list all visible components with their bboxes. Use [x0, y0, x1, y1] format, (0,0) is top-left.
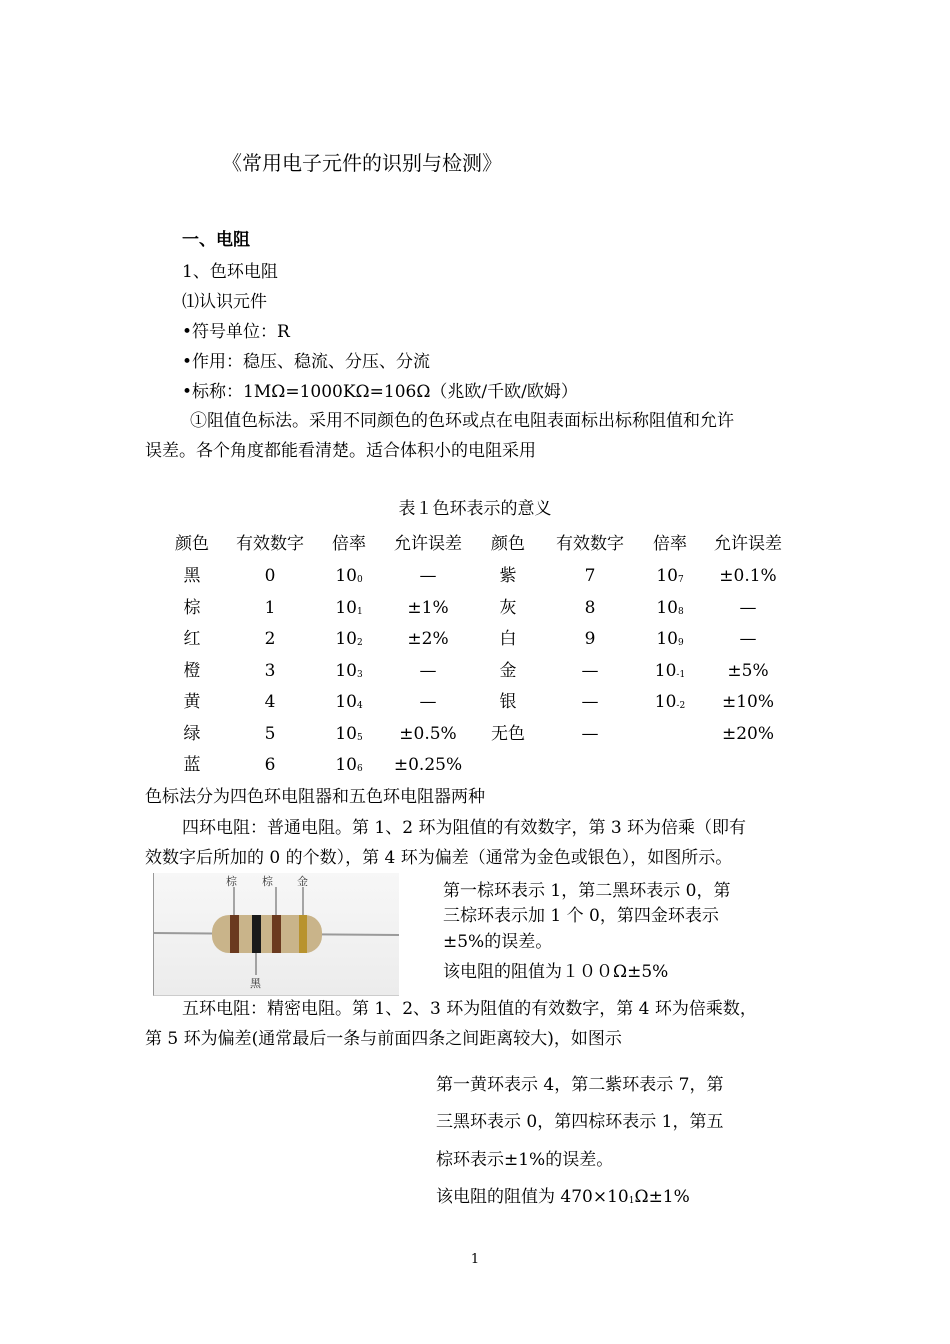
- table-cell-value: 10: [335, 660, 357, 681]
- table-cell: [740, 598, 757, 618]
- table-cell-value: 10: [335, 566, 357, 586]
- table-cell: [740, 629, 757, 649]
- subsection-color-ring: 1、色环电阻: [182, 262, 278, 282]
- table-cell-value: 9: [584, 629, 596, 649]
- table-cell-value: 银: [499, 692, 517, 712]
- table-cell-exponent: 5: [356, 732, 363, 743]
- table-cell: [265, 629, 276, 649]
- table-caption: 表１色环表示的意义: [398, 499, 552, 519]
- table-cell: [582, 661, 599, 681]
- table-cell: [184, 629, 201, 649]
- table-cell-value: 10: [656, 566, 678, 586]
- resistor-illustration: [154, 873, 399, 995]
- table-cell: [500, 692, 517, 712]
- table-cell-value: —: [419, 660, 437, 681]
- subsection-identify: ⑴认识元件: [182, 292, 267, 312]
- table-cell-value: 红: [183, 629, 201, 649]
- table-cell-value: 黄: [183, 692, 201, 712]
- page-number: 1: [470, 1252, 480, 1267]
- label-black: 黑: [250, 977, 261, 990]
- four-ring-explain-1: 第一棕环表示 1，第二黑环表示 0，第: [443, 881, 731, 901]
- table-cell-value: ±10%: [721, 692, 775, 712]
- table-cell: [727, 661, 768, 681]
- table-cell: [719, 566, 776, 586]
- table-cell: [265, 755, 276, 775]
- table-cell: [184, 724, 201, 744]
- table-cell: [265, 566, 276, 586]
- table-cell-value: 金: [499, 660, 517, 681]
- five-ring-exponent: 1: [628, 1196, 635, 1206]
- five-ring-explain-1: 第一黄环表示 4，第二紫环表示 7，第: [436, 1075, 724, 1095]
- table-cell-value: 绿: [183, 723, 201, 744]
- table-cell: [656, 566, 683, 586]
- table-cell-value: 3: [264, 660, 276, 681]
- table-cell-exponent: 6: [356, 764, 363, 774]
- table-cell: [656, 598, 683, 618]
- table-header: 允许误差: [394, 534, 462, 554]
- table-cell-value: —: [739, 597, 757, 618]
- table-cell-value: 10: [654, 660, 677, 681]
- table-cell-value: 10: [335, 629, 357, 649]
- paragraph-ring-types: 色标法分为四色环电阻器和五色环电阻器两种: [145, 787, 485, 807]
- table-cell-value: 灰: [499, 597, 517, 618]
- table-cell-value: ±5%: [727, 660, 769, 681]
- table-cell: [420, 661, 437, 681]
- table-cell-value: 8: [584, 597, 596, 618]
- table-cell: [722, 724, 774, 744]
- table-cell: [656, 629, 683, 649]
- five-ring-explain-3: 棕环表示±1%的误差。: [436, 1150, 614, 1170]
- table-cell-value: 5: [264, 723, 276, 744]
- table-cell-value: 无色: [491, 723, 525, 744]
- paragraph-five-ring-cont: 第 5 环为偏差(通常最后一条与前面四条之间距离较大)，如图示: [145, 1029, 622, 1049]
- paragraph-color-code: ①阻值色标法。采用不同颜色的色环或点在电阻表面标出标称阻值和允许: [190, 411, 734, 431]
- table-cell: [585, 629, 596, 649]
- table-cell: [265, 598, 276, 618]
- label-brown-1: 棕: [226, 875, 237, 888]
- table-cell-value: 10: [335, 692, 357, 712]
- table-header: 颜色: [491, 534, 525, 554]
- table-header: 有效数字: [556, 534, 624, 554]
- table-cell: [335, 629, 362, 649]
- table-cell-value: ±2%: [407, 629, 449, 649]
- table-cell: [335, 598, 362, 618]
- four-ring-value: 该电阻的阻值为１００Ω±5%: [443, 962, 669, 982]
- table-cell: [335, 755, 362, 775]
- table-cell: [265, 692, 276, 712]
- table-cell: [582, 724, 599, 744]
- table-cell-value: 紫: [499, 566, 517, 586]
- label-brown-2: 棕: [262, 875, 273, 888]
- band-black: [252, 915, 261, 953]
- table-cell: [184, 566, 201, 586]
- four-ring-explain-3: ±5%的误差。: [443, 932, 553, 952]
- table-cell: [335, 566, 362, 586]
- table-cell-exponent: -2: [676, 701, 686, 711]
- table-cell-value: ±1%: [407, 597, 449, 618]
- band-gold: [299, 915, 307, 953]
- table-cell: [420, 692, 437, 712]
- table-cell: [500, 598, 517, 618]
- table-cell: [407, 598, 448, 618]
- table-cell: [335, 724, 362, 744]
- table-cell-value: 0: [264, 566, 276, 586]
- table-cell-exponent: 4: [356, 701, 363, 711]
- table-cell-exponent: 2: [356, 638, 363, 648]
- table-cell-value: 10: [656, 597, 678, 618]
- table-cell: [500, 629, 517, 649]
- table-cell-exponent: 8: [677, 606, 684, 617]
- table-cell: [335, 692, 362, 712]
- table-cell: [184, 598, 201, 618]
- table-cell-exponent: 1: [356, 606, 363, 617]
- table-cell-exponent: 7: [677, 575, 684, 585]
- table-cell: [407, 629, 448, 649]
- table-cell-value: —: [581, 692, 599, 712]
- table-cell-value: 黑: [183, 566, 201, 586]
- five-ring-value: [436, 1187, 690, 1207]
- table-cell: [491, 724, 525, 744]
- table-cell: [655, 661, 685, 681]
- table-header: 倍率: [653, 534, 687, 554]
- paragraph-four-ring-cont: 效数字后所加的 0 的个数），第 4 环为偏差（通常为金色或银色），如图所示。: [145, 848, 733, 868]
- five-ring-value-text: 该电阻的阻值为 470×10: [436, 1187, 629, 1207]
- table-cell-exponent: -1: [676, 669, 686, 680]
- table-header: 有效数字: [236, 534, 304, 554]
- paragraph-four-ring: 四环电阻：普通电阻。第 1、2 环为阻值的有效数字，第 3 环为倍乘（即有: [182, 818, 747, 838]
- table-cell-value: ±20%: [721, 723, 775, 744]
- table-cell-value: —: [419, 566, 437, 586]
- table-cell-value: —: [419, 692, 437, 712]
- table-cell: [184, 661, 201, 681]
- band-brown-1: [230, 915, 239, 953]
- four-ring-explain-2: 三棕环表示加 1 个 0，第四金环表示: [443, 906, 719, 926]
- table-cell-value: 2: [264, 629, 276, 649]
- table-cell: [585, 598, 596, 618]
- table-cell-exponent: 3: [356, 669, 363, 680]
- table-cell-value: 10: [656, 629, 678, 649]
- table-cell: [265, 661, 276, 681]
- bullet-symbol: •符号单位：R: [182, 322, 290, 342]
- table-cell-value: 棕: [183, 597, 201, 618]
- table-cell-value: 10: [335, 755, 357, 775]
- table-cell-value: —: [581, 660, 599, 681]
- page-title: 《常用电子元件的识别与检测》: [222, 151, 502, 175]
- table-header: 颜色: [175, 534, 209, 554]
- table-cell: [722, 692, 774, 712]
- table-header: 允许误差: [714, 534, 782, 554]
- band-brown-2: [272, 915, 281, 953]
- bullet-function: •作用：稳压、稳流、分压、分流: [182, 352, 431, 372]
- five-ring-explain-2: 三黑环表示 0，第四棕环表示 1，第五: [436, 1112, 724, 1132]
- table-cell-value: 7: [584, 566, 596, 586]
- table-cell-value: ±0.25%: [393, 755, 463, 775]
- table-header: 倍率: [332, 534, 366, 554]
- table-cell: [399, 724, 456, 744]
- table-cell-value: 10: [335, 597, 357, 618]
- table-cell-value: 6: [264, 755, 276, 775]
- table-cell-value: —: [739, 629, 757, 649]
- label-gold: 金: [297, 875, 308, 888]
- paragraph-five-ring: 五环电阻：精密电阻。第 1、2、3 环为阻值的有效数字，第 4 环为倍乘数，: [182, 999, 757, 1019]
- table-cell: [265, 724, 276, 744]
- five-ring-value-tolerance: Ω±1%: [634, 1187, 690, 1207]
- table-cell: [420, 566, 437, 586]
- table-cell-exponent: 0: [356, 575, 363, 585]
- table-cell-value: 白: [499, 629, 517, 649]
- table-cell-value: —: [581, 723, 599, 744]
- table-cell-value: ±0.5%: [399, 723, 457, 744]
- table-cell-exponent: 9: [677, 638, 684, 648]
- table-cell: [585, 566, 596, 586]
- bullet-nominal: •标称：1MΩ=1000KΩ=106Ω（兆欧/千欧/欧姆）: [182, 382, 578, 402]
- table-cell-value: 4: [264, 692, 276, 712]
- table-cell: [335, 661, 362, 681]
- table-cell: [500, 661, 517, 681]
- table-cell-value: 蓝: [183, 755, 201, 775]
- table-cell: [184, 755, 201, 775]
- paragraph-color-code-cont: 误差。各个角度都能看清楚。适合体积小的电阻采用: [145, 441, 536, 461]
- table-cell-value: 橙: [183, 660, 201, 681]
- table-cell: [184, 692, 201, 712]
- table-cell: [394, 755, 462, 775]
- table-cell: [582, 692, 599, 712]
- table-cell: [500, 566, 517, 586]
- table-cell: [655, 692, 685, 712]
- table-cell-value: ±0.1%: [719, 566, 777, 586]
- table-cell-value: 10: [654, 692, 677, 712]
- table-cell-value: 1: [264, 597, 276, 618]
- four-ring-resistor-photo: [153, 873, 399, 996]
- table-cell-value: 10: [335, 723, 357, 744]
- section-heading-resistor: 一、电阻: [182, 230, 250, 250]
